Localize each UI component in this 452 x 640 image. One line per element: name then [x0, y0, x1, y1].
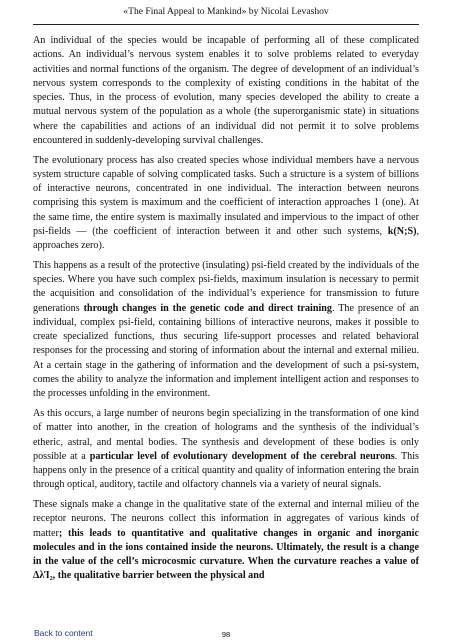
- bold-phrase: k(N;S): [387, 225, 417, 237]
- paragraph-3: This happens as a result of the protective (insulating) psi-field created by the individuals of the species. Where you have such complex psi-fields, maximum insulation is necessary to permit the acquisition and consolidation of the individual’s experience for transmission to future generations through changes in the genetic code and direct training. The presence of an individual, complex psi-field, containing billions of interactive neurons, makes it possible to create specialized functions, thus securing life-support processes and related behavioral responses for the processing and storing of information about the internal and external milieu. At a certain stage in the gathering of information and the development of such a psi-system, comes the ability to analyze the information and implement intelligent action and responses to the processes unfolding in the environment.: [33, 259, 419, 400]
- paragraph-4: As this occurs, a large number of neurons begin specializing in the transformation of one kind of matter into another, in the creation of holograms and the synthesis of the individual’s etheric, astral, and mental bodies. The synthesis and development of these bodies is only possible at a particular level of evolutionary development of the cerebral neurons. This happens only in the presence of a critical quantity and quality of information entering the brain through optical, auditory, tactile and olfactory channels via a variety of neural signals.: [33, 408, 419, 491]
- bold-phrase: ; this leads to quantitative and qualitative changes in organic and inorganic molecules and in the ions contained inside the neurons. Ultimately, the result is a change in the value of the cell’s microcosmic curvature. When the curvature reaches a value of ΔλΊ₂, the qualitative barrier between the physical and: [33, 527, 419, 582]
- running-header: «The Final Appeal to Mankind» by Nicolai Levashov: [123, 6, 329, 17]
- paragraph-2: The evolutionary process has also created species whose individual members have a nervous system structure capable of solving complicated tasks. Such a structure is a system of billions of interactive neurons, concentrated in one individual. The interaction between neurons comprising this system is maximum and the coefficient of interaction approaches 1 (one). At the same time, the entire system is maximally insulated and impervious to the impact of other psi-fields — (the coefficient of interaction between it and other such systems, k(N;S), approaches zero).: [33, 154, 419, 252]
- header-rule: [33, 24, 419, 25]
- page-number: 98: [221, 630, 231, 639]
- paragraph-1: An individual of the species would be incapable of performing all of these complicated actions. An individual’s nervous system enables it to solve problems related to everyday activities and normal functions of the organism. The degree of development of an individual’s nervous system corresponds to the complexity of existing conditions in the habitat of the species. Thus, in the process of evolution, many species developed the ability to create a mutual nervous system of the population as a whole (the superorganismic state) in situations where the capabilities and actions of an individual did not permit it to solve problems encountered in suddenly-developing survival challenges.: [33, 35, 419, 146]
- bold-phrase: particular level of evolutionary development of the cerebral neurons: [89, 450, 395, 462]
- back-to-content-link[interactable]: Back to content: [34, 628, 93, 638]
- paragraph-5: These signals make a change in the qualitative state of the external and internal milieu of the receptor neurons. The neurons collect this information in aggregates of various kinds of matter; this leads to quantitative and qualitative changes in organic and inorganic molecules and in the ions contained inside the neurons. Ultimately, the result is a change in the value of the cell’s microcosmic curvature. When the curvature reaches a value of ΔλΊ₂, the qualitative barrier between the physical and: [33, 499, 419, 582]
- body-text: [33, 34, 419, 589]
- bold-phrase: through changes in the genetic code and direct training: [83, 302, 332, 314]
